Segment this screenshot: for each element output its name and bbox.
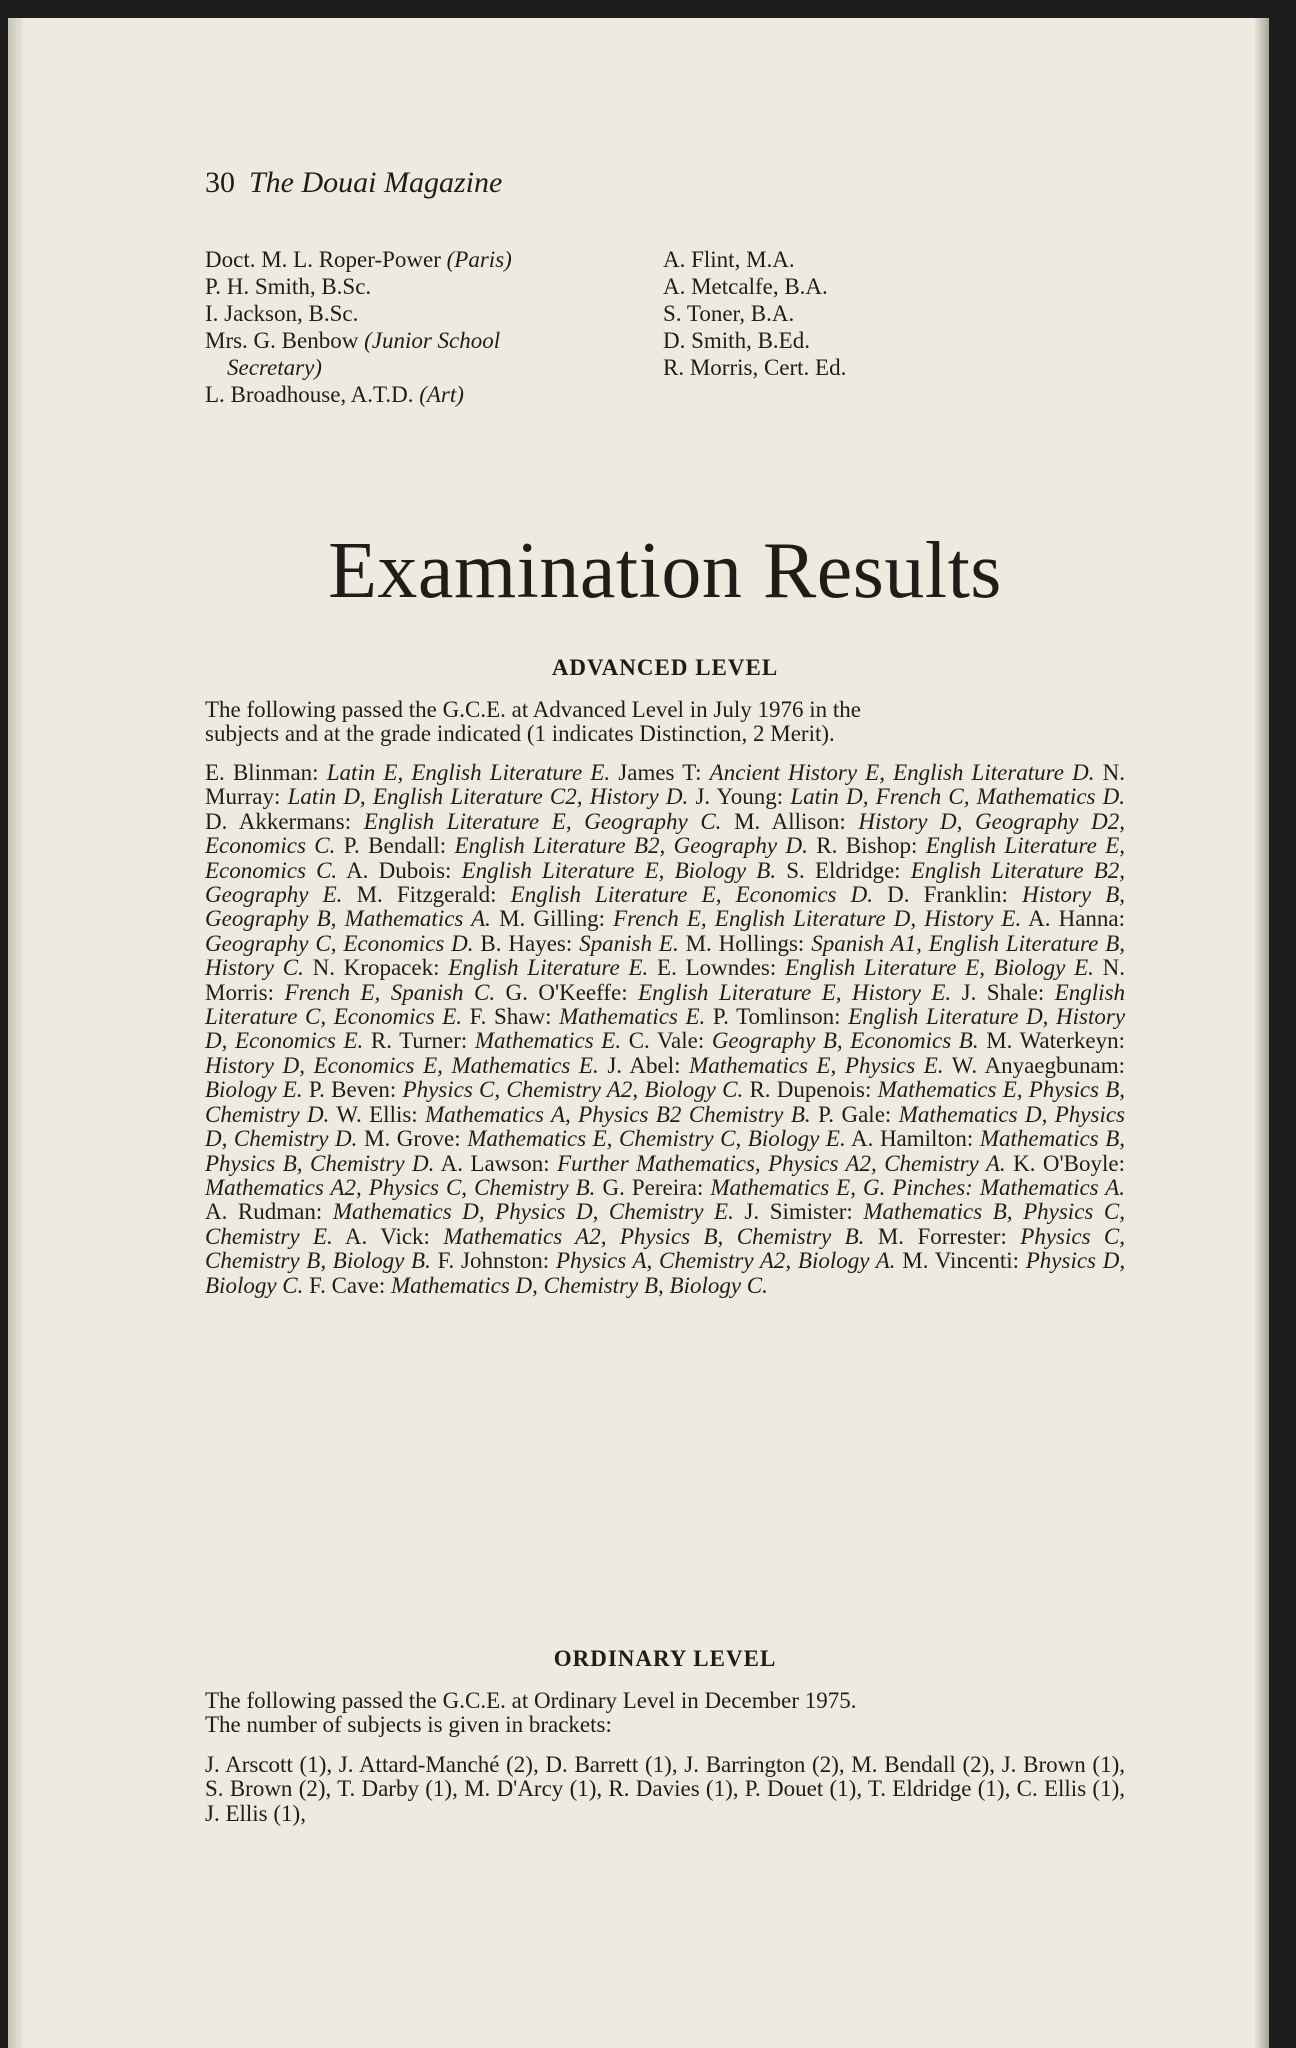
candidate-name: N. Kropacek:	[312, 955, 440, 981]
advanced-level-intro: The following passed the G.C.E. at Advanced Level in July 1976 in the subjects and at the grade indicated (1 indicates Distinction, 2 Merit).	[205, 697, 862, 747]
candidate-subjects: Mathematics A2, Physics C, Chemistry B.	[205, 1174, 596, 1200]
magazine-title: The Douai Magazine	[249, 166, 503, 199]
candidate-subjects: English Literature E.	[448, 955, 649, 981]
staff-entry: I. Jackson, B.Sc.	[205, 301, 359, 326]
candidate-subjects: Latin D, English Literature C2, History D.	[287, 784, 689, 810]
candidate-subjects: English Literature C, Economics E.	[205, 979, 1126, 1030]
candidate-subjects: Mathematics A2, Physics B, Chemistry B.	[443, 1223, 865, 1249]
candidate-subjects: Mathematics D, Physics D, Chemistry D.	[205, 1101, 1126, 1152]
ordinary-level-intro: The following passed the G.C.E. at Ordinary Level in December 1975. The number of subjects is given in brackets:	[205, 1688, 857, 1738]
candidate-subjects: Mathematics B, Physics C, Chemistry E.	[205, 1199, 1126, 1249]
staff-entry-continuation: Secretary)	[227, 355, 322, 380]
candidate-name: M. Hollings:	[685, 930, 805, 956]
candidate-subjects: English Literature B2, Geography E.	[205, 857, 1126, 908]
candidate-name: A. Hanna:	[1028, 906, 1126, 932]
candidate-name: R. Turner:	[370, 1028, 468, 1054]
candidate-name: F. Cave:	[309, 1272, 386, 1298]
candidate-subjects: English Literature E, History E.	[638, 979, 952, 1005]
staff-entry: Mrs. G. Benbow (Junior School	[205, 328, 501, 353]
candidate-name: J. Young:	[695, 784, 784, 810]
advanced-level-heading: ADVANCED LEVEL	[551, 655, 779, 680]
candidate-subjects: Physics C, Chemistry B, Biology B.	[205, 1223, 1126, 1274]
candidate-name: D. Franklin:	[887, 882, 1008, 908]
candidate-name: W. Ellis:	[336, 1101, 418, 1127]
candidate-name: K. O'Boyle:	[1013, 1150, 1126, 1176]
candidate-name: M. Gilling:	[499, 906, 605, 932]
candidate-name: R. Dupenois:	[749, 1077, 872, 1103]
staff-list-right	[663, 246, 1063, 381]
candidate-subjects: Mathematics E, Physics E.	[689, 1052, 944, 1078]
candidate-name: E. Blinman:	[205, 760, 319, 785]
candidate-subjects: Latin D, French C, Mathematics D.	[790, 784, 1126, 810]
candidate-subjects: English Literature E, Biology E.	[785, 955, 1094, 981]
ordinary-level-heading: ORDINARY LEVEL	[553, 1646, 777, 1671]
candidate-subjects: French E, English Literature D, History E.	[613, 906, 1022, 932]
candidate-subjects: English Literature E, Economics C.	[205, 833, 1126, 883]
candidate-subjects: English Literature D, History D, Economics E.	[205, 1004, 1126, 1054]
candidate-name: A. Hamilton:	[851, 1126, 974, 1152]
staff-entry: R. Morris, Cert. Ed.	[663, 355, 847, 380]
article-title: Examination Results	[328, 527, 1002, 615]
candidate-name: M. Grove:	[364, 1126, 461, 1152]
candidate-name: S. Eldridge:	[786, 857, 901, 883]
staff-entry: P. H. Smith, B.Sc.	[205, 274, 372, 299]
candidate-name: J. Simister:	[744, 1199, 853, 1225]
staff-entry: D. Smith, B.Ed.	[663, 328, 810, 353]
candidate-name: M. Waterkeyn:	[986, 1028, 1125, 1054]
advanced-level-results	[205, 761, 1125, 1298]
candidate-subjects: Physics C, Chemistry A2, Biology C.	[402, 1077, 744, 1103]
candidate-subjects: English Literature E, Geography C.	[363, 808, 722, 834]
staff-entry: A. Flint, M.A.	[663, 247, 795, 272]
candidate-subjects: English Literature E, Biology B.	[461, 857, 777, 883]
candidate-name: M. Forrester:	[877, 1223, 1007, 1249]
candidate-subjects: English Literature B2, Geography D.	[454, 833, 808, 859]
candidate-name: J. Abel:	[607, 1052, 681, 1078]
candidate-subjects: Mathematics A, Physics B2 Chemistry B.	[425, 1101, 811, 1127]
candidate-name: A. Vick:	[344, 1223, 430, 1249]
candidate-subjects: Geography C, Economics D.	[205, 930, 474, 956]
candidate-subjects: Spanish E.	[579, 930, 679, 956]
page-gutter-shadow	[9, 18, 23, 2048]
candidate-name: P. Gale:	[818, 1101, 892, 1127]
candidate-subjects: Biology E.	[205, 1077, 303, 1103]
candidate-name: P. Bendall:	[343, 833, 447, 859]
running-header	[205, 166, 502, 200]
candidate-subjects: Spanish A1, English Literature B, History C.	[205, 930, 1125, 981]
candidate-name: D. Akkermans:	[205, 808, 352, 834]
page-edge-shadow	[1255, 18, 1269, 2048]
candidate-subjects: Physics D, Biology C.	[205, 1248, 1126, 1298]
candidate-subjects: Ancient History E, English Literature D.	[709, 760, 1095, 785]
candidate-name: B. Hayes:	[480, 930, 573, 956]
candidate-name: M. Vincenti:	[902, 1248, 1019, 1274]
candidate-subjects: Mathematics E, Physics B, Chemistry D.	[205, 1077, 1126, 1127]
staff-entry: Doct. M. L. Roper-Power (Paris)	[205, 247, 512, 272]
candidate-name: M. Allison:	[734, 808, 846, 834]
candidate-subjects: Mathematics E, G. Pinches: Mathematics A.	[710, 1174, 1126, 1200]
candidate-subjects: Mathematics E, Chemistry C, Biology E.	[467, 1126, 846, 1152]
candidate-name: J. Shale:	[961, 979, 1045, 1005]
staff-entry: L. Broadhouse, A.T.D. (Art)	[205, 382, 464, 407]
candidate-subjects: Geography B, Economics B.	[711, 1028, 979, 1054]
page-number: 30	[205, 166, 235, 199]
candidate-name: N. Morris:	[205, 955, 1125, 1005]
ordinary-level-results: J. Arscott (1), J. Attard-Manché (2), D. Barrett (1), J. Barrington (2), M. Bendall (2), J. Brown (1), S. Brown (2), T. Darby (1), M. D'Arcy (1), R. Davies (1), P. Douet (1), T. Eldridge (1), C. Ellis (1), J. Ellis (1),	[205, 1752, 1125, 1826]
candidate-name: A. Lawson:	[440, 1150, 550, 1176]
candidate-subjects: French E, Spanish C.	[284, 979, 496, 1005]
candidate-subjects: History D, Geography D2, Economics C.	[205, 808, 1126, 859]
candidate-subjects: History B, Geography B, Mathematics A.	[205, 882, 1126, 932]
candidate-subjects: Physics A, Chemistry A2, Biology A.	[555, 1248, 896, 1274]
candidate-name: James T:	[618, 760, 702, 785]
candidate-name: G. O'Keeffe:	[505, 979, 628, 1005]
candidate-name: F. Johnston:	[437, 1248, 550, 1274]
candidate-name: R. Bishop:	[816, 833, 918, 859]
candidate-name: M. Fitzgerald:	[356, 882, 497, 908]
candidate-name: F. Shaw:	[469, 1004, 552, 1030]
staff-entry: A. Metcalfe, B.A.	[663, 274, 828, 299]
candidate-subjects: Further Mathematics, Physics A2, Chemistry A.	[557, 1150, 1006, 1176]
candidate-name: P. Beven:	[308, 1077, 397, 1103]
book-page	[8, 18, 1269, 2048]
candidate-name: A. Dubois:	[346, 857, 452, 883]
candidate-subjects: Mathematics E.	[559, 1004, 706, 1030]
staff-list-left	[205, 246, 645, 408]
candidate-subjects: History D, Economics E, Mathematics E.	[205, 1052, 599, 1078]
candidate-name: E. Lowndes:	[657, 955, 777, 981]
candidate-subjects: Mathematics B, Physics B, Chemistry D.	[205, 1126, 1125, 1176]
candidate-name: N. Murray:	[205, 760, 1125, 810]
candidate-name: P. Tomlinson:	[712, 1004, 841, 1030]
candidate-subjects: Mathematics D, Chemistry B, Biology C.	[391, 1272, 768, 1298]
candidate-subjects: Mathematics E.	[474, 1028, 622, 1054]
candidate-subjects: Latin E, English Literature E.	[326, 760, 611, 785]
candidate-name: C. Vale:	[628, 1028, 705, 1054]
staff-entry: S. Toner, B.A.	[663, 301, 795, 326]
candidate-name: G. Pereira:	[602, 1174, 704, 1200]
candidate-subjects: Mathematics D, Physics D, Chemistry E.	[332, 1199, 734, 1225]
candidate-subjects: English Literature E, Economics D.	[510, 882, 873, 908]
candidate-name: W. Anyaegbunam:	[951, 1052, 1125, 1078]
candidate-name: A. Rudman:	[205, 1199, 323, 1225]
